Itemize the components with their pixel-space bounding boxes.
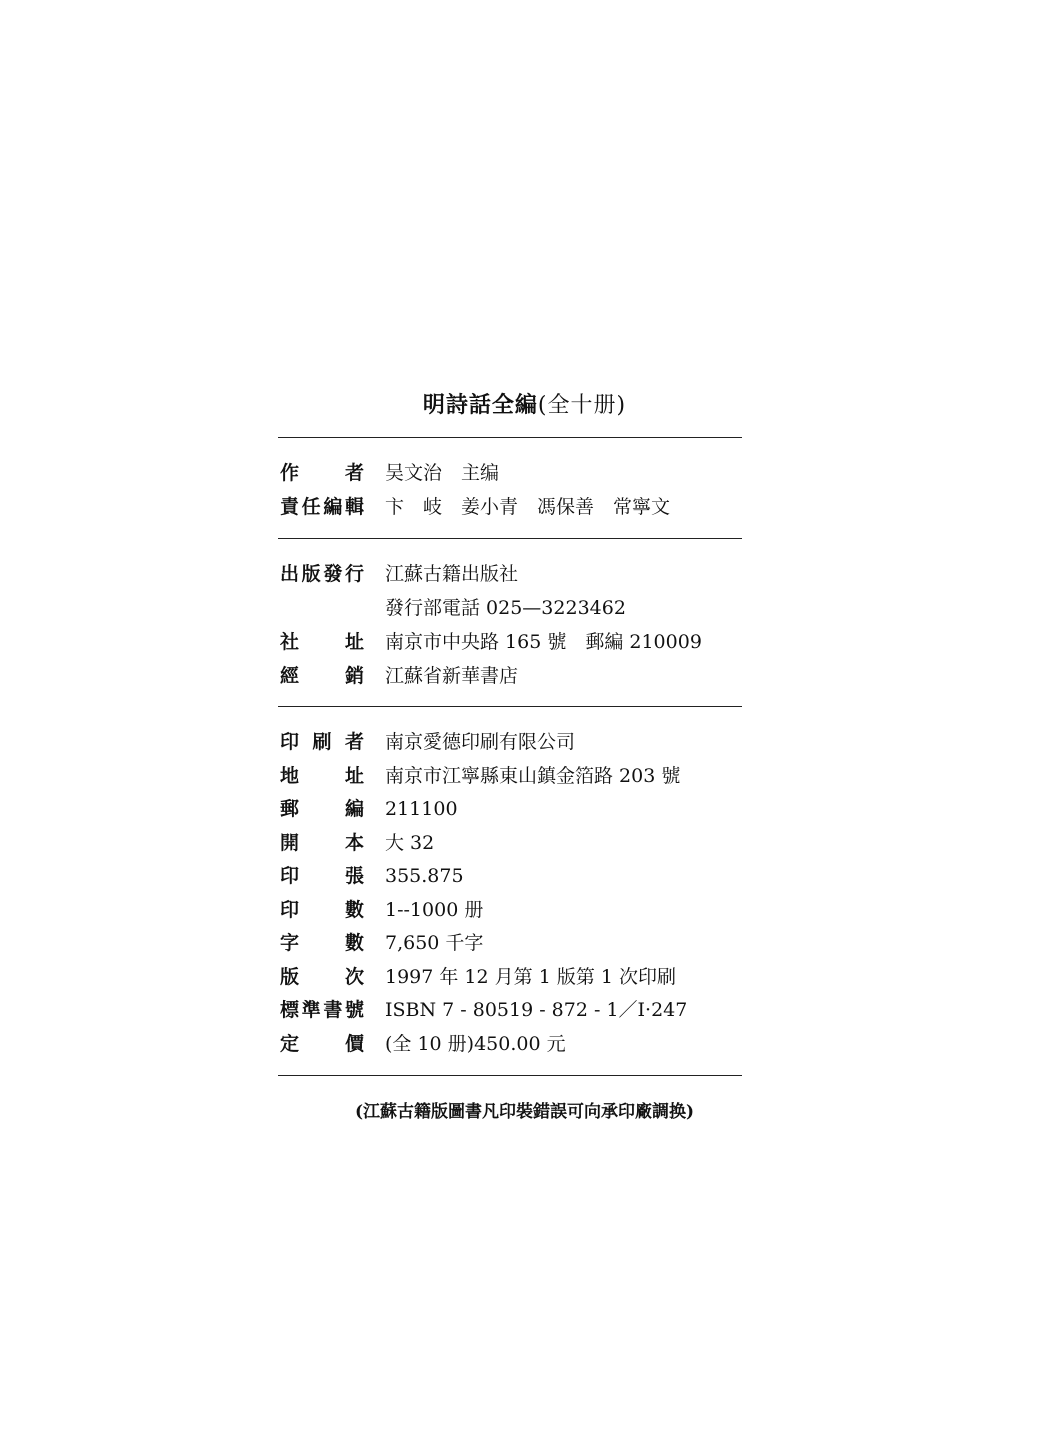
colophon-label	[280, 895, 364, 925]
colophon-label	[280, 458, 364, 488]
colophon-label	[280, 828, 364, 858]
colophon-label	[280, 861, 364, 891]
colophon-label-char: 編	[323, 496, 343, 518]
colophon-value: 吴文治 主编	[385, 462, 500, 484]
book-title	[0, 388, 1049, 419]
colophon-label-char: 經	[280, 665, 300, 687]
book-title-volumes: (全十册)	[537, 393, 627, 418]
colophon-label-char: 作	[280, 462, 300, 484]
divider-printing	[278, 706, 742, 707]
colophon-label-char: 本	[344, 831, 364, 854]
colophon-label	[280, 995, 364, 1025]
colophon-label-char: 銷	[344, 665, 364, 687]
colophon-label	[280, 661, 364, 691]
colophon-label-char: 責	[280, 496, 300, 518]
colophon-label-char: 標	[280, 999, 300, 1021]
colophon-value: ISBN 7 - 80519 - 872 - 1／I·247	[385, 999, 688, 1021]
colophon-value: 7,650 千字	[385, 932, 484, 954]
colophon-value: 211100	[385, 798, 458, 820]
colophon-label-char: 出	[280, 563, 300, 585]
divider-publisher	[278, 538, 742, 539]
colophon-label	[280, 928, 364, 958]
colophon-label	[280, 559, 364, 589]
colophon-label-char: 發	[323, 563, 343, 585]
colophon-label-char: 字	[280, 932, 300, 954]
colophon-value: 大 32	[385, 831, 435, 854]
colophon-label-char: 張	[344, 865, 364, 887]
colophon-label-char: 數	[344, 898, 364, 921]
colophon-label	[280, 627, 364, 657]
colophon-label	[280, 962, 364, 992]
colophon-label-char: 者	[344, 731, 364, 753]
colophon-label-char: 數	[344, 932, 364, 954]
colophon-label	[280, 761, 364, 791]
replacement-note: (江蘇古籍版圖書凡印裝錯誤可向承印廠調换)	[354, 1102, 695, 1122]
colophon-label	[280, 727, 364, 757]
colophon-value: 南京愛德印刷有限公司	[385, 731, 576, 753]
colophon-label-char: 次	[344, 965, 364, 988]
colophon-value: 355.875	[385, 865, 464, 887]
colophon-value: 1997 年 12 月第 1 版第 1 次印刷	[385, 965, 676, 988]
colophon-label-char: 郵	[280, 798, 300, 820]
colophon-label-char: 價	[344, 1032, 364, 1055]
colophon-label-char: 版	[301, 563, 321, 585]
colophon-value: 南京市江寧縣東山鎮金箔路 203 號	[385, 764, 681, 787]
colophon-label-char: 任	[301, 496, 321, 518]
colophon-label-char: 準	[301, 999, 321, 1021]
colophon-label-char: 編	[344, 798, 364, 820]
colophon-label	[280, 794, 364, 824]
colophon-label-char: 址	[344, 764, 364, 787]
colophon-label-char: 行	[344, 563, 364, 585]
divider-top	[278, 437, 742, 438]
colophon-label-char: 印	[280, 731, 300, 753]
colophon-label-char: 印	[280, 865, 300, 887]
colophon-label	[280, 1029, 364, 1059]
colophon-label-char: 輯	[344, 496, 364, 518]
colophon-label-char: 定	[280, 1032, 300, 1055]
colophon-value: 江蘇省新華書店	[385, 665, 519, 687]
colophon-value: 南京市中央路 165 號 郵編 210009	[385, 631, 702, 653]
colophon-value: 卞 岐 姜小青 馮保善 常寧文	[385, 496, 671, 518]
colophon-label-char: 號	[344, 999, 364, 1021]
colophon-label-char: 址	[344, 631, 364, 653]
colophon-label-char: 書	[323, 999, 343, 1021]
colophon-label-char: 印	[280, 898, 300, 921]
book-title-main: 明詩話全編	[422, 392, 538, 418]
colophon-label-char: 版	[280, 965, 300, 988]
colophon-value: (全 10 册)450.00 元	[385, 1032, 566, 1055]
divider-bottom	[278, 1075, 742, 1076]
colophon-label-char: 刷	[312, 731, 332, 753]
colophon-value: 1--1000 册	[385, 898, 484, 921]
colophon-label-char: 地	[280, 764, 300, 787]
colophon-label-char: 開	[280, 831, 300, 854]
colophon-label-char: 者	[344, 462, 364, 484]
colophon-value: 江蘇古籍出版社	[385, 563, 519, 585]
colophon-value: 發行部電話 025—3223462	[385, 597, 626, 619]
colophon-label-char: 社	[280, 631, 300, 653]
colophon-label	[280, 492, 364, 522]
